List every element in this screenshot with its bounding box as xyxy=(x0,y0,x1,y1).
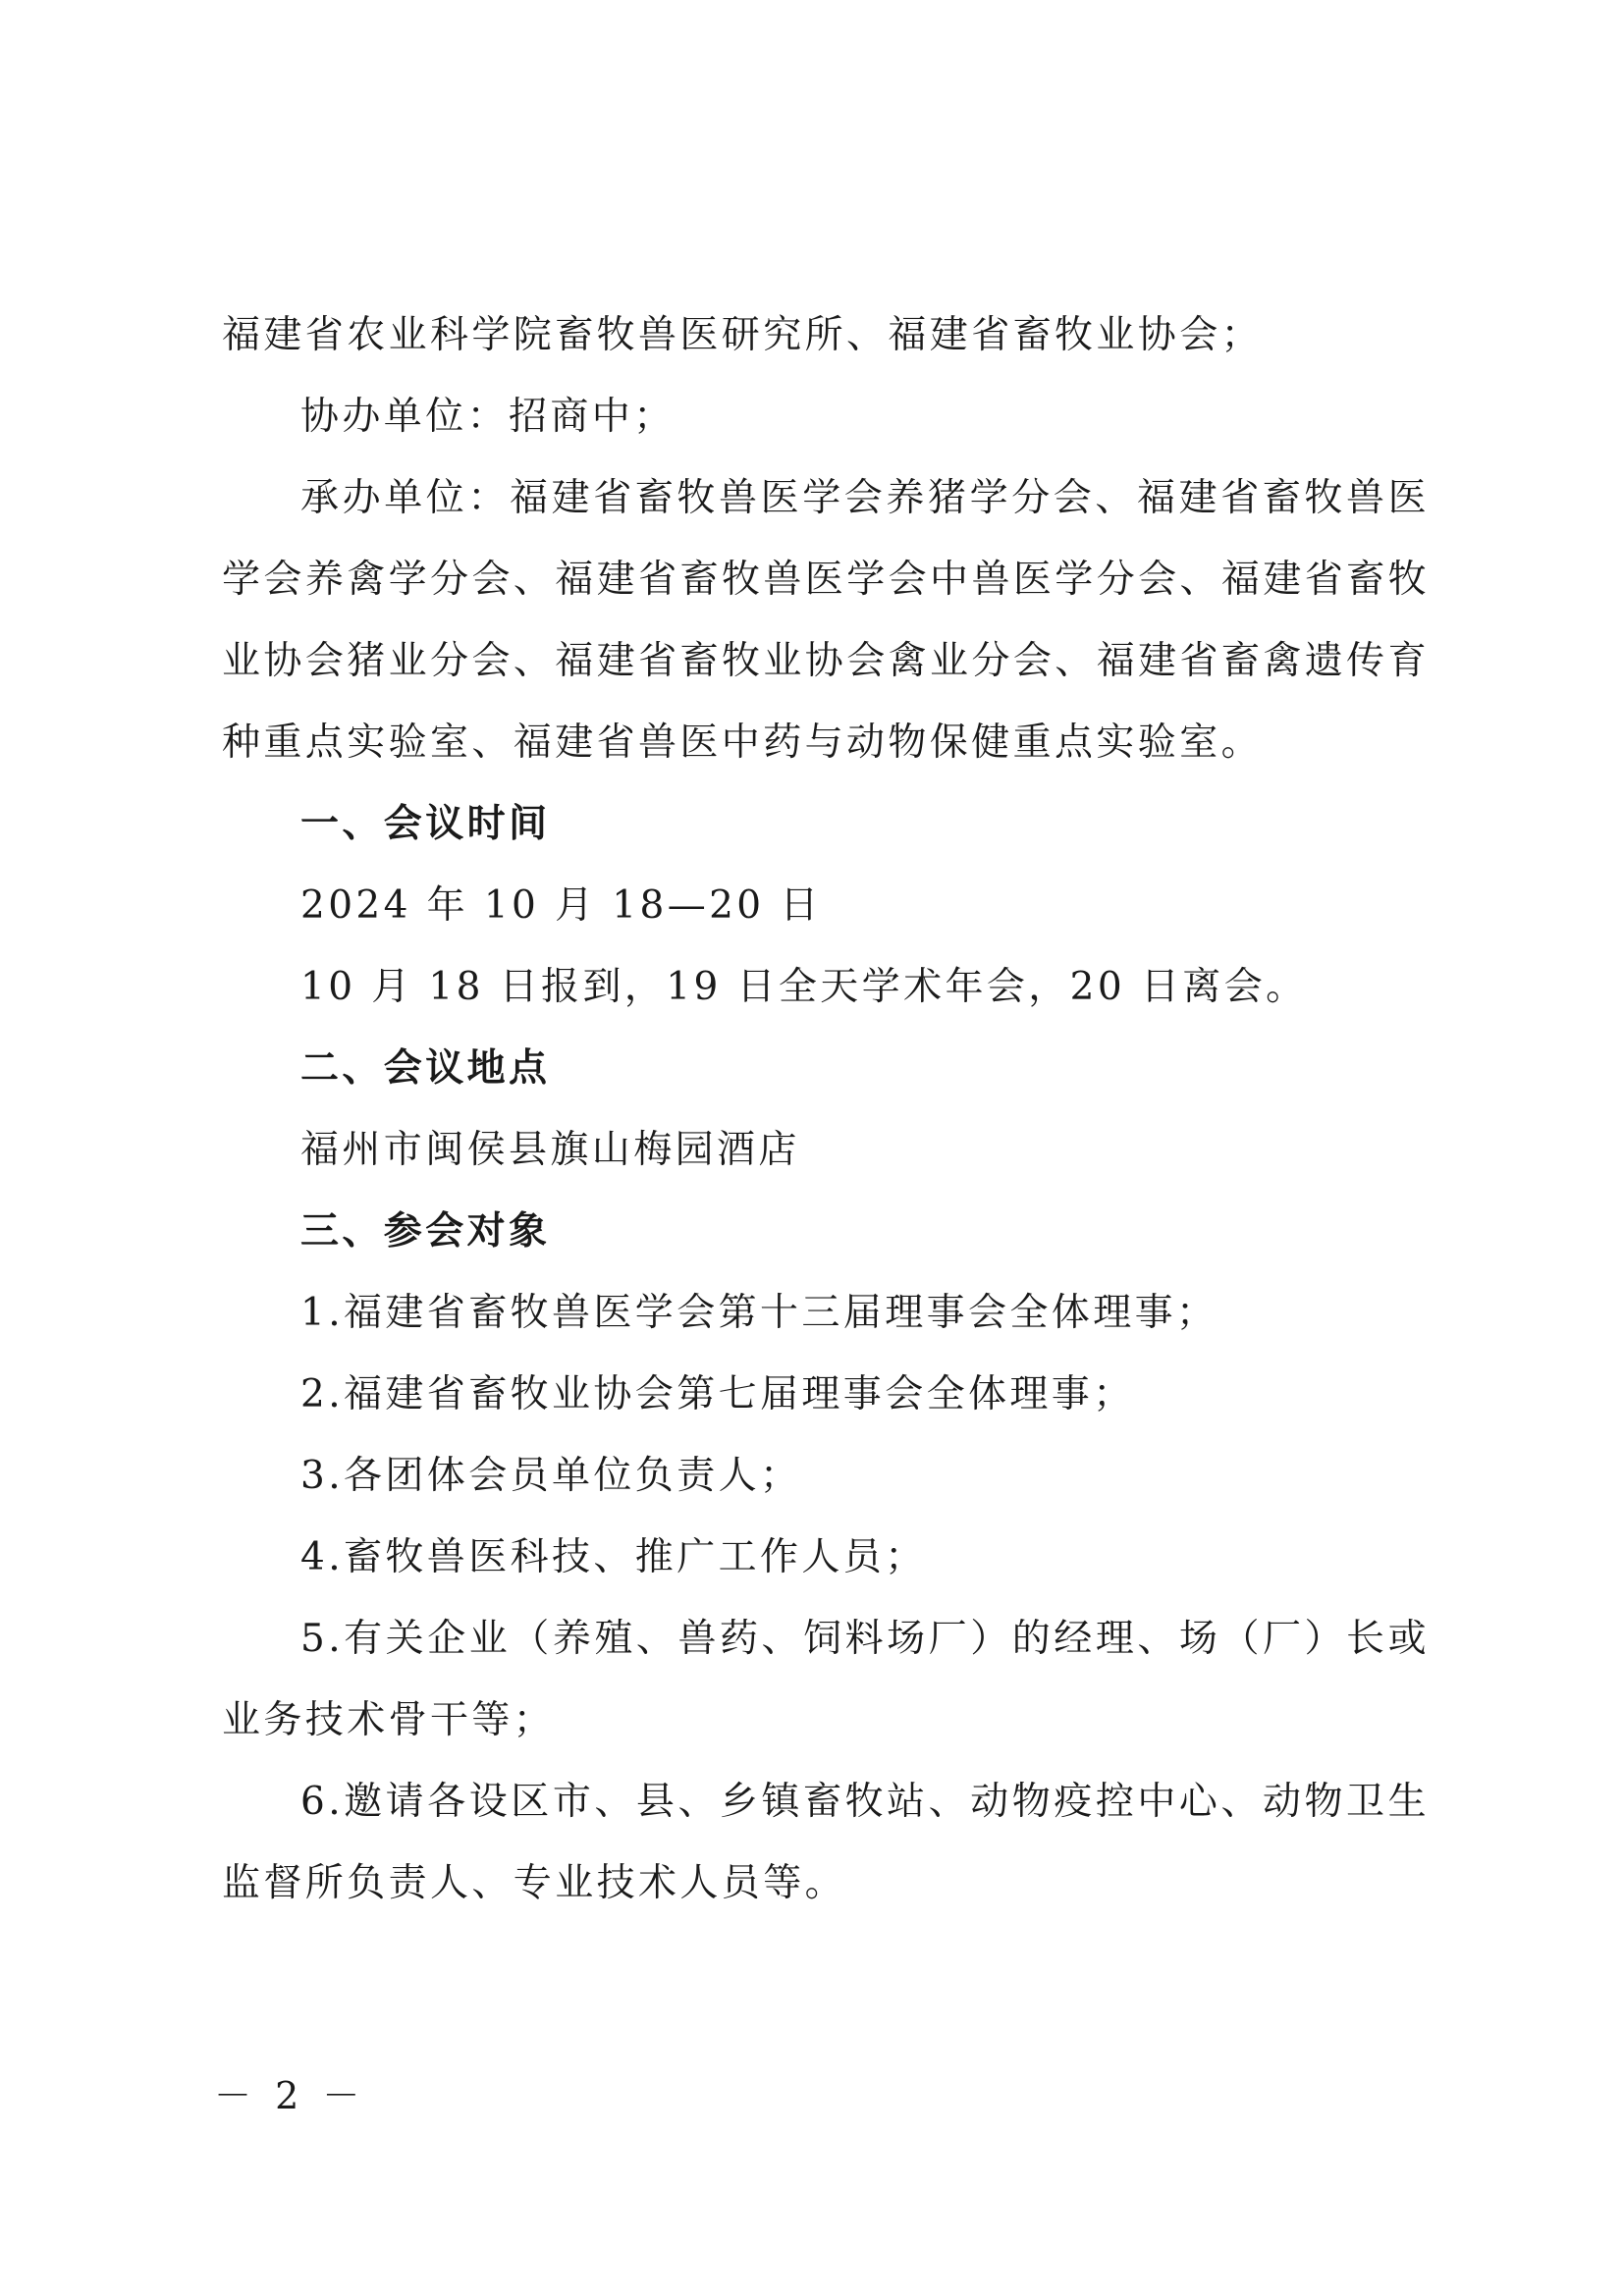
body-text xyxy=(222,294,1430,1924)
list-item-attendee-5: 5.有关企业（养殖、兽药、饲料场厂）的经理、场（厂）长或业务技术骨干等； xyxy=(222,1617,1430,1742)
list-item-attendee-2: 2.福建省畜牧业协会第七届理事会全体理事； xyxy=(300,1372,1135,1416)
heading-attendees: 三、参会对象 xyxy=(300,1209,551,1254)
heading-meeting-venue: 二、会议地点 xyxy=(300,1046,551,1091)
paragraph-venue-address: 福州市闽侯县旗山梅园酒店 xyxy=(300,1128,800,1172)
list-item-attendee-6: 6.邀请各设区市、县、乡镇畜牧站、动物疫控中心、动物卫生监督所负责人、专业技术人员等。 xyxy=(222,1780,1430,1905)
paragraph-organizers-continued: 福建省农业科学院畜牧兽医研究所、福建省畜牧业协会； xyxy=(222,313,1264,357)
page-number: － 2 － xyxy=(214,2074,366,2117)
paragraph-meeting-date: 2024 年 10 月 18—20 日 xyxy=(300,883,822,928)
list-item-attendee-1: 1.福建省畜牧兽医学会第十三届理事会全体理事； xyxy=(300,1291,1218,1335)
paragraph-co-organizer: 协办单位：招商中； xyxy=(300,395,676,439)
heading-meeting-time: 一、会议时间 xyxy=(300,802,551,846)
paragraph-meeting-schedule: 10 月 18 日报到，19 日全天学术年会，20 日离会。 xyxy=(300,965,1308,1009)
list-item-attendee-4: 4.畜牧兽医科技、推广工作人员； xyxy=(300,1535,927,1579)
paragraph-undertaking-units: 承办单位：福建省畜牧兽医学会养猪学分会、福建省畜牧兽医学会养禽学分会、福建省畜牧兽医学会中兽医学分会、福建省畜牧业协会猪业分会、福建省畜牧业协会禽业分会、福建省畜禽遗传育种重点实验室、福建省兽医中药与动物保健重点实验室。 xyxy=(222,476,1430,765)
list-item-attendee-3: 3.各团体会员单位负责人； xyxy=(300,1454,802,1498)
